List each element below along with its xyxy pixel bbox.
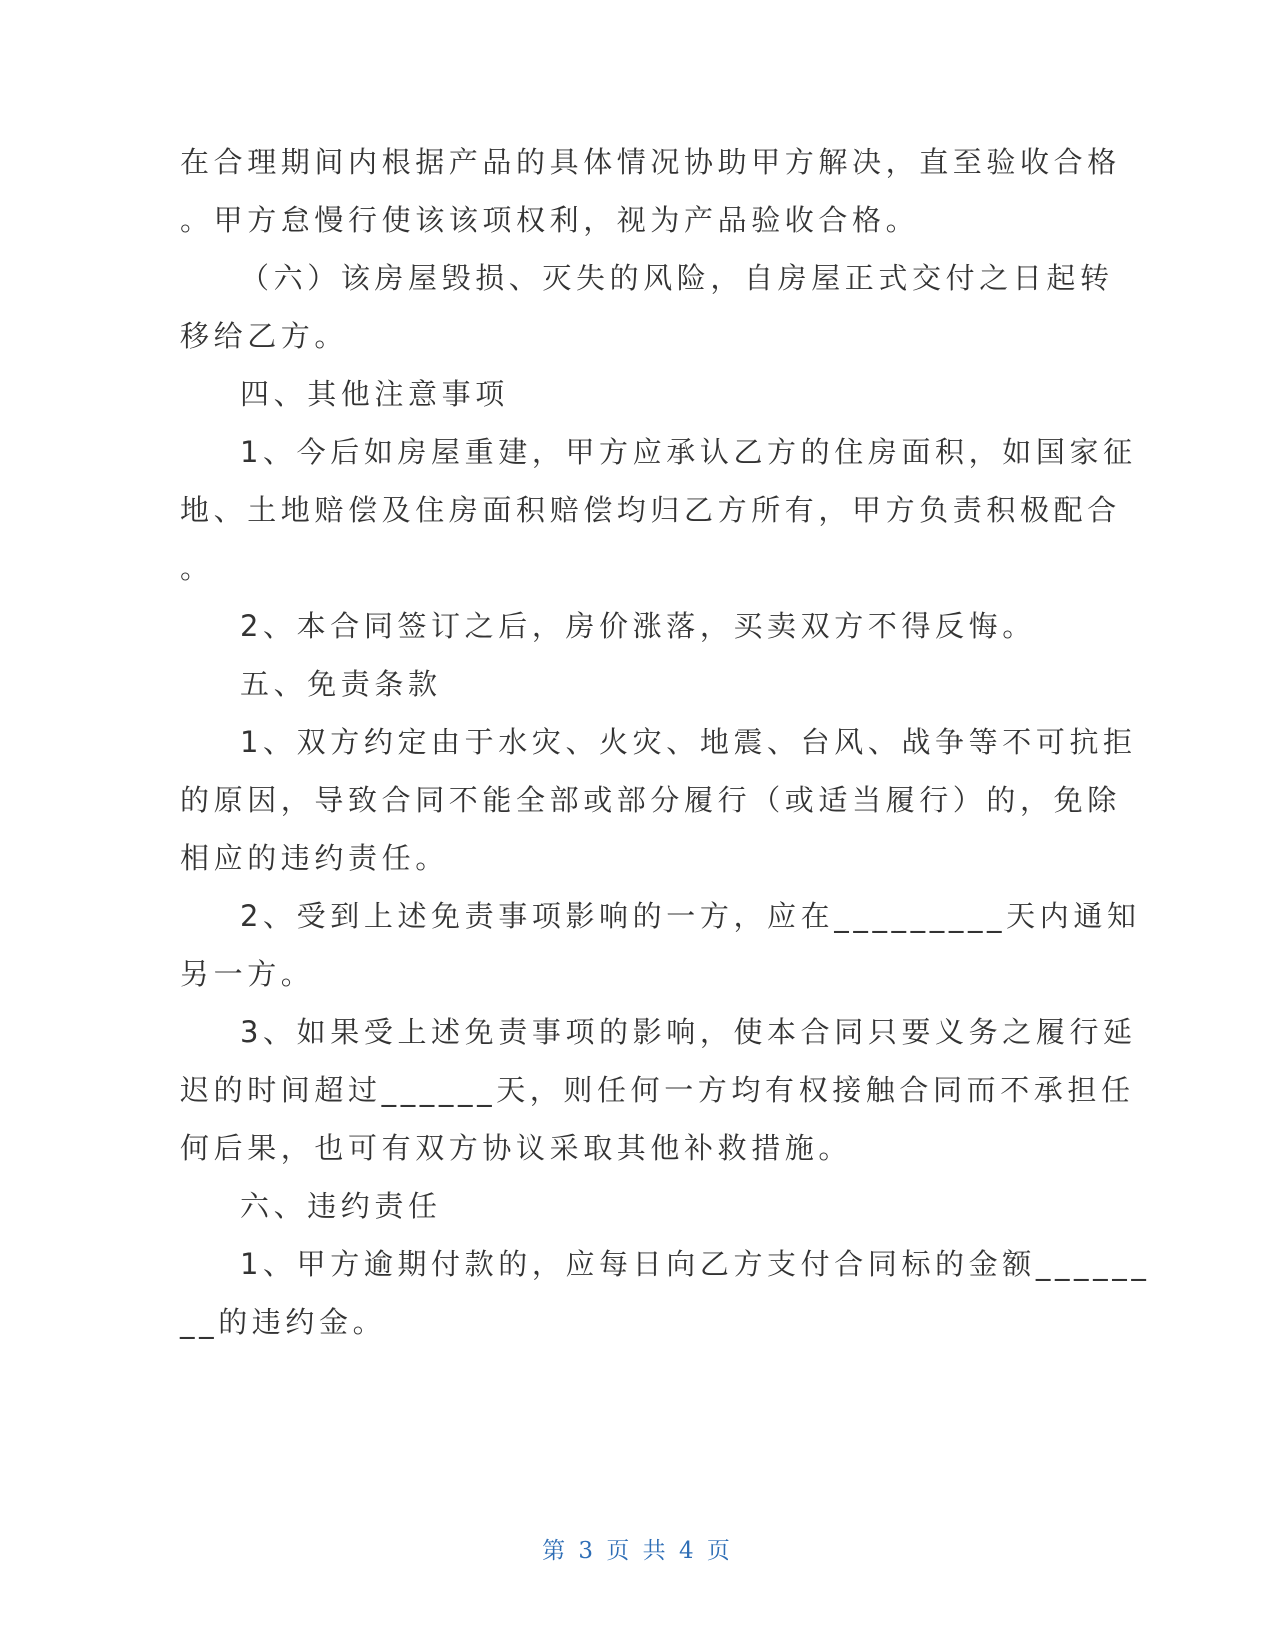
body-line-20: 1、甲方逾期付款的，应每日向乙方支付合同标的金额______ [240,1247,1151,1281]
body-line-11: 1、双方约定由于水灾、火灾、地震、台风、战争等不可抗拒 [240,725,1137,759]
body-line-17: 迟的时间超过______天，则任何一方均有权接触合同而不承担任 [180,1073,1135,1107]
body-line-4: 移给乙方。 [180,319,349,353]
body-line-1: 在合理期间内根据产品的具体情况协助甲方解决，直至验收合格 [180,145,1121,179]
body-line-16: 3、如果受上述免责事项的影响，使本合同只要义务之履行延 [240,1015,1137,1049]
section-heading-4: 四、其他注意事项 [240,377,509,411]
body-line-14: 2、受到上述免责事项影响的一方，应在_________天内通知 [240,899,1141,933]
body-line-2: 。甲方怠慢行使该该项权利，视为产品验收合格。 [180,203,920,237]
body-line-3: （六）该房屋毁损、灭失的风险，自房屋正式交付之日起转 [240,261,1114,295]
body-line-7: 地、土地赔偿及住房面积赔偿均归乙方所有，甲方负责积极配合 [180,493,1121,527]
body-line-9: 2、本合同签订之后，房价涨落，买卖双方不得反悔。 [240,609,1036,643]
body-line-6: 1、今后如房屋重建，甲方应承认乙方的住房面积，如国家征 [240,435,1137,469]
body-line-15: 另一方。 [180,957,315,991]
section-heading-5: 五、免责条款 [240,667,442,701]
body-line-13: 相应的违约责任。 [180,841,449,875]
body-line-18: 何后果，也可有双方协议采取其他补救措施。 [180,1131,853,1165]
body-line-21: __的违约金。 [180,1305,387,1339]
body-line-12: 的原因，导致合同不能全部或部分履行（或适当履行）的，免除 [180,783,1121,817]
section-heading-6: 六、违约责任 [240,1189,442,1223]
page-number-footer: 第 3 页 共 4 页 [542,1538,733,1564]
body-line-8: 。 [180,551,214,585]
